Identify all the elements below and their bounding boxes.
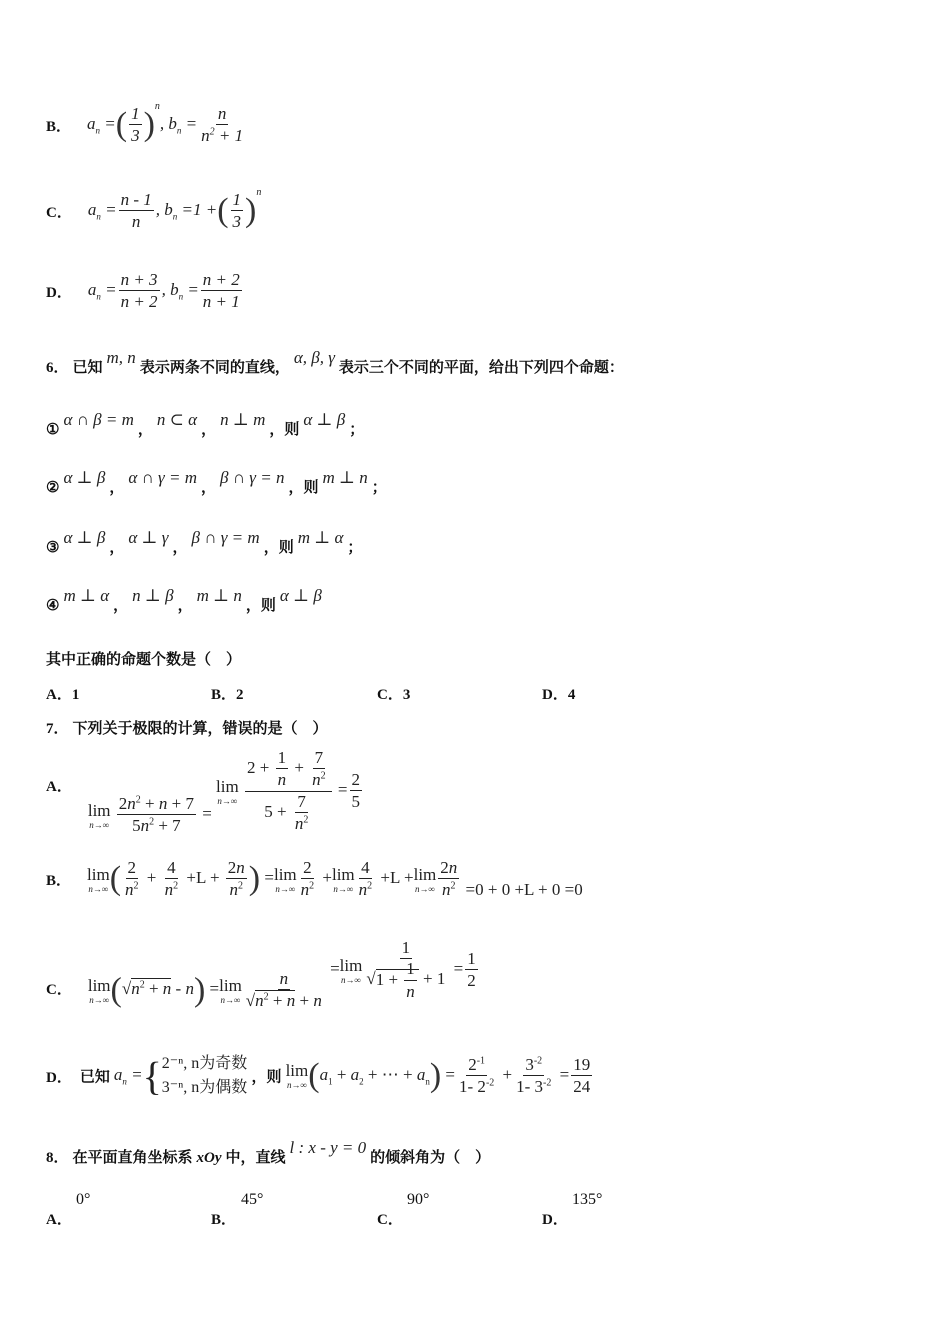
option-text: 已知 xyxy=(79,1069,110,1086)
proposition-then: ，则 xyxy=(263,540,294,556)
q6-proposition xyxy=(46,528,366,557)
question-number: 7． xyxy=(46,721,69,737)
q6-choice-d: D．4 xyxy=(542,687,576,703)
proposition-marker: ④ xyxy=(46,598,60,614)
proposition-condition-1: m ⊥ α xyxy=(63,586,110,605)
proposition-then: ，则 xyxy=(269,422,300,438)
line-equation: l : x - y = 0 xyxy=(289,1138,367,1157)
even-case: 3⁻ⁿ, n为偶数 xyxy=(161,1079,248,1096)
proposition-sep: ， xyxy=(172,540,188,556)
q8-choice-a-value: 0° xyxy=(76,1191,91,1208)
planes-symbols: α, β, γ xyxy=(293,348,335,367)
option-label: B． xyxy=(46,873,72,890)
option-label: D． xyxy=(46,1069,72,1086)
choice-label: B． xyxy=(211,1212,237,1228)
q8-choice-b xyxy=(211,1208,236,1229)
proposition-condition-2: n ⊥ β xyxy=(132,586,174,605)
option-label: C． xyxy=(46,205,72,222)
proposition-condition-1: α ⊥ β xyxy=(63,468,106,487)
q8-stem xyxy=(46,1138,491,1167)
stem-text: 表示两条不同的直线， xyxy=(139,360,290,376)
choice-label: A． xyxy=(46,1212,72,1228)
option-label: A． xyxy=(46,778,72,795)
proposition-condition-3: β ∩ γ = n xyxy=(220,468,285,487)
option-label: B． xyxy=(46,119,72,136)
coordinate-system: xOy xyxy=(196,1150,222,1166)
q7-option-c xyxy=(46,938,480,1011)
q6-stem xyxy=(46,348,624,377)
q8-choice-c xyxy=(377,1208,403,1229)
proposition-then: ，则 xyxy=(288,480,319,496)
formula: $a_n$ =( $\frac{1}{3}$ )$^n$, $b_n$ = $\frac{n}{n^2 + 1}$ xyxy=(87,100,244,146)
q6-question: 其中正确的命题个数是（ ） xyxy=(46,652,242,668)
formula: $a_n$ = $\frac{n - 1}{n}$ , $b_n =1$ +( $\frac{1}{3}$ )$^n$ xyxy=(87,186,262,232)
q5-option-b xyxy=(46,100,247,147)
q8-choice-d-value: 135° xyxy=(572,1191,603,1208)
stem-text: 在平面直角坐标系 xyxy=(72,1150,193,1166)
proposition-end: ； xyxy=(371,480,387,496)
q6-choice-b: B．2 xyxy=(211,687,244,703)
q8-choice-d xyxy=(542,1208,568,1229)
proposition-condition-1: α ∩ β = m xyxy=(63,410,134,429)
proposition-then: ，则 xyxy=(245,598,276,614)
proposition-marker: ③ xyxy=(46,540,60,556)
proposition-end: ； xyxy=(349,422,365,438)
q5-option-c xyxy=(46,186,262,233)
question-number: 8． xyxy=(46,1150,69,1166)
proposition-result: α ⊥ β xyxy=(303,410,346,429)
q7-stem xyxy=(46,717,328,738)
formula: lim n→∞ ($a_1 + a_2$ + ⋯ + $a_n$) = $\frac{2^{-1}}{1- 2^{-2}}$ + $\frac{3^{-2}}{1- 3^{-2}}$ = $\frac{19}{24}$ xyxy=(285,1054,591,1097)
proposition-condition-2: α ⊥ γ xyxy=(128,528,169,547)
question-number: 6． xyxy=(46,360,69,376)
formula: lim n→∞ $(√n^2 + n - n)$ = lim n→∞ $\frac{n}{√n^2 + n + n}$ = lim n→∞ 1 √1 + $\frac{1}{n}$ + 1 = $\frac{1}{2}$ xyxy=(87,938,476,1011)
proposition-result: α ⊥ β xyxy=(279,586,322,605)
proposition-condition-2: n ⊂ α xyxy=(156,410,198,429)
proposition-condition-1: α ⊥ β xyxy=(63,528,106,547)
proposition-result: m ⊥ α xyxy=(297,528,344,547)
q8-choice-a xyxy=(46,1208,72,1229)
q7-option-d xyxy=(46,1052,594,1100)
choice-label: C． xyxy=(377,1212,403,1228)
proposition-end: ； xyxy=(347,540,363,556)
proposition-condition-3: n ⊥ m xyxy=(220,410,266,429)
proposition-sep: ， xyxy=(109,540,125,556)
q6-choice-c: C．3 xyxy=(377,687,411,703)
proposition-sep: ， xyxy=(137,422,153,438)
proposition-sep: ， xyxy=(201,422,217,438)
proposition-sep: ， xyxy=(177,598,193,614)
q6-proposition xyxy=(46,410,368,439)
proposition-sep: ， xyxy=(109,480,125,496)
stem-text: 已知 xyxy=(72,360,103,376)
option-label: D． xyxy=(46,285,72,302)
stem-text: 表示三个不同的平面，给出下列四个命题： xyxy=(338,360,624,376)
proposition-marker: ① xyxy=(46,422,60,438)
proposition-sep: ， xyxy=(113,598,129,614)
stem-text: 下列关于极限的计算，错误的是（ ） xyxy=(72,721,328,737)
q6-proposition xyxy=(46,586,330,615)
formula: $a_n$ = $\frac{n + 3}{n + 2}$ , $b_n$ = $\frac{n + 2}{n + 1}$ xyxy=(87,270,240,312)
q8-choice-b-value: 45° xyxy=(241,1191,264,1208)
stem-text: 中，直线 xyxy=(225,1150,286,1166)
q5-option-d xyxy=(46,270,244,313)
q8-choice-c-value: 90° xyxy=(407,1191,430,1208)
q7-option-b xyxy=(46,858,583,901)
sequence-def: $a_n$ ={ 2⁻ⁿ, n为奇数 3⁻ⁿ, n为偶数 xyxy=(113,1053,248,1099)
q6-choice-a: A．1 xyxy=(46,687,80,703)
stem-text: 的倾斜角为（ ） xyxy=(370,1150,491,1166)
proposition-result: m ⊥ n xyxy=(322,468,368,487)
lines-symbols: m, n xyxy=(106,348,136,367)
formula: lim n→∞ ( $\frac{2}{n^2}$ + $\frac{4}{n^2}$ +L + $\frac{2n}{n^2}$ ) = lim n→∞ $\frac{2}{n^2}$ + lim n→∞ $\frac{4}{n^2}$ +L + lim n→∞ $\frac{2n}{n^2}$ =0 + 0 +L + 0 =0 xyxy=(87,858,583,900)
proposition-condition-3: β ∩ γ = m xyxy=(191,528,260,547)
option-label: C． xyxy=(46,981,72,998)
formula: lim n→∞ $\frac{2n^2 + n + 7}{5n^2 + 7}$ = lim n→∞ 2 + $\frac{1}{n}$ + $\frac{7}{n^2}$ 5 + $\frac{7}{n^2}$ = $\frac{2}{5}$ xyxy=(87,748,360,836)
proposition-sep: ， xyxy=(201,480,217,496)
proposition-condition-3: m ⊥ n xyxy=(196,586,242,605)
odd-case: 2⁻ⁿ, n为奇数 xyxy=(161,1055,248,1072)
choice-label: D． xyxy=(542,1212,568,1228)
q6-proposition xyxy=(46,468,391,497)
proposition-marker: ② xyxy=(46,480,60,496)
option-text: ，则 xyxy=(251,1069,282,1086)
q7-option-a xyxy=(46,748,364,838)
proposition-condition-2: α ∩ γ = m xyxy=(128,468,198,487)
